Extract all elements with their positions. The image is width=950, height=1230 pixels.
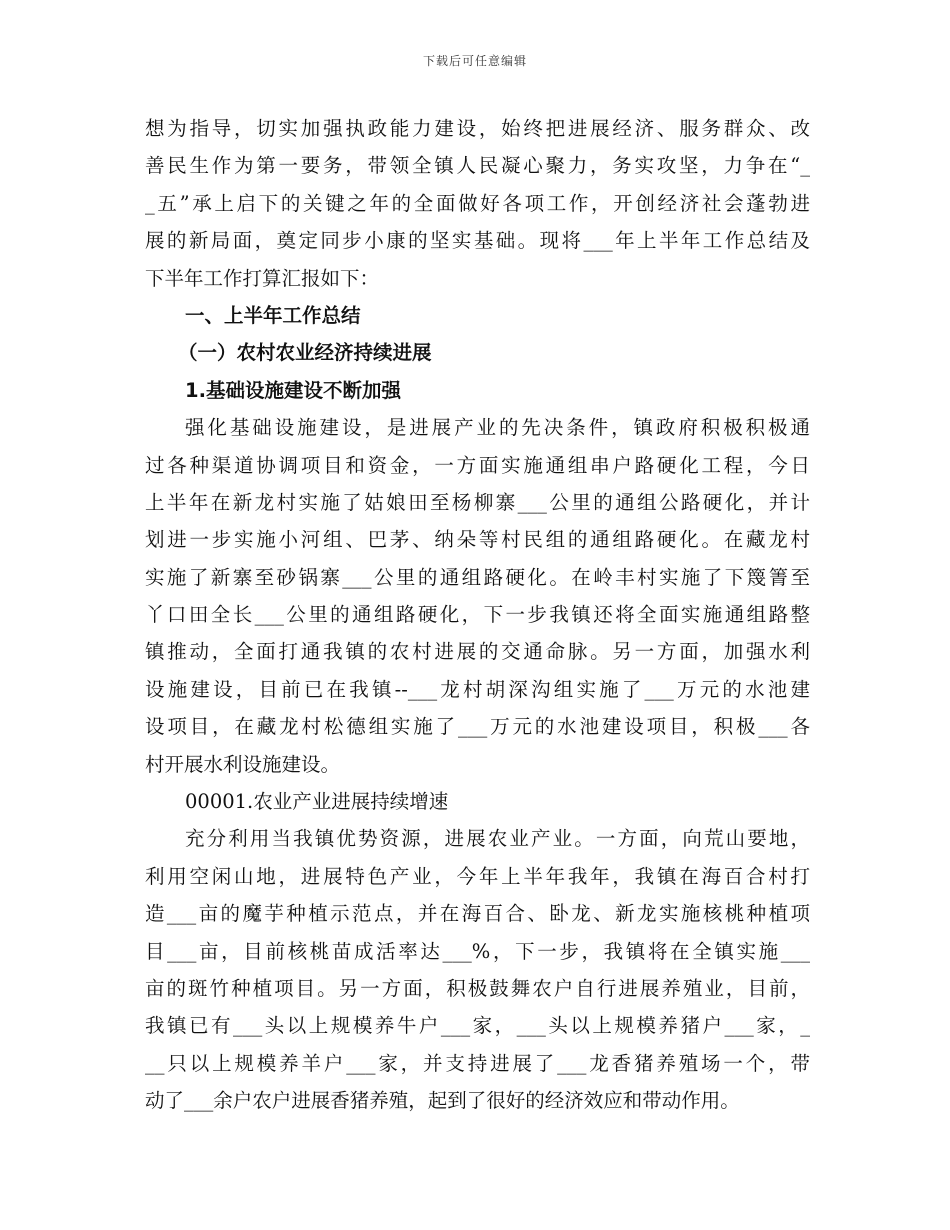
subsection-heading: （一）农村农业经济持续进展 [178, 341, 432, 365]
paragraph-line: 设项目，在藏龙村松德组实施了___万元的水池建设项目，积极___各 [145, 715, 810, 739]
paragraph-line: 实施了新寨至砂锅寨___公里的通组路硬化。在岭丰村实施了下篾箐至 [145, 565, 810, 589]
paragraph-line: 过各种渠道协调项目和资金，一方面实施通组串户路硬化工程，今日 [145, 453, 810, 477]
paragraph-line: 村开展水利设施建设。 [145, 752, 341, 776]
paragraph-line: 强化基础设施建设，是进展产业的先决条件，镇政府积极积极通 [185, 416, 810, 440]
paragraph-line: __只以上规模养羊户___家，并支持进展了___龙香猪养殖场一个，带 [145, 1051, 810, 1075]
paragraph-line: 造___亩的魔芋种植示范点，并在海百合、卧龙、新龙实施核桃种植项 [145, 902, 810, 926]
intro-line: 善民生作为第一要务，带领全镇人民凝心聚力，务实攻坚，力争在“_ [145, 154, 810, 178]
intro-line: 展的新局面，奠定同步小康的坚实基础。现将___年上半年工作总结及 [145, 229, 810, 253]
intro-line: 想为指导，切实加强执政能力建设，始终把进展经济、服务群众、改 [145, 117, 810, 140]
paragraph-line: 亩的斑竹种植项目。另一方面，积极鼓舞农户自行进展养殖业，目前， [145, 976, 810, 1000]
paragraph-line: 镇推动，全面打通我镇的农村进展的交通命脉。另一方面，加强水利 [145, 640, 810, 664]
paragraph-line: 利用空闲山地，进展特色产业，今年上半年我年，我镇在海百合村打 [145, 864, 810, 888]
item-heading: 1.基础设施建设不断加强 [185, 378, 401, 402]
paragraph-line: 目___亩，目前核桃苗成活率达___%，下一步，我镇将在全镇实施___ [145, 939, 810, 963]
document-body [145, 110, 810, 1120]
intro-paragraph [145, 110, 810, 297]
infrastructure-paragraph [145, 409, 810, 783]
item-heading: 00001.农业产业进展持续增速 [185, 790, 449, 814]
paragraph-line: 我镇已有___头以上规模养牛户___家，___头以上规模养猪户___家，_ [145, 1014, 810, 1038]
page-header-note: 下载后可任意编辑 [422, 54, 527, 68]
paragraph-line: 充分利用当我镇优势资源，进展农业产业。一方面，向荒山要地， [185, 827, 810, 851]
section-heading: 一、上半年工作总结 [185, 303, 361, 327]
agriculture-paragraph [145, 820, 810, 1119]
paragraph-line: 划进一步实施小河组、巴茅、纳朵等村民组的通组路硬化。在藏龙村 [145, 528, 810, 552]
paragraph-line: 动了___余户农户进展香猪养殖，起到了很好的经济效应和带动作用。 [145, 1089, 740, 1113]
intro-line: _五”承上启下的关键之年的全面做好各项工作，开创经济社会蓬勃进 [145, 191, 810, 215]
intro-line: 下半年工作打算汇报如下： [145, 266, 380, 290]
paragraph-line: 丫口田全长___公里的通组路硬化，下一步我镇还将全面实施通组路整 [145, 603, 810, 627]
paragraph-line: 设施建设，目前已在我镇--___龙村胡深沟组实施了___万元的水池建 [145, 677, 810, 701]
paragraph-line: 上半年在新龙村实施了姑娘田至杨柳寨___公里的通组公路硬化，并计 [145, 490, 810, 514]
